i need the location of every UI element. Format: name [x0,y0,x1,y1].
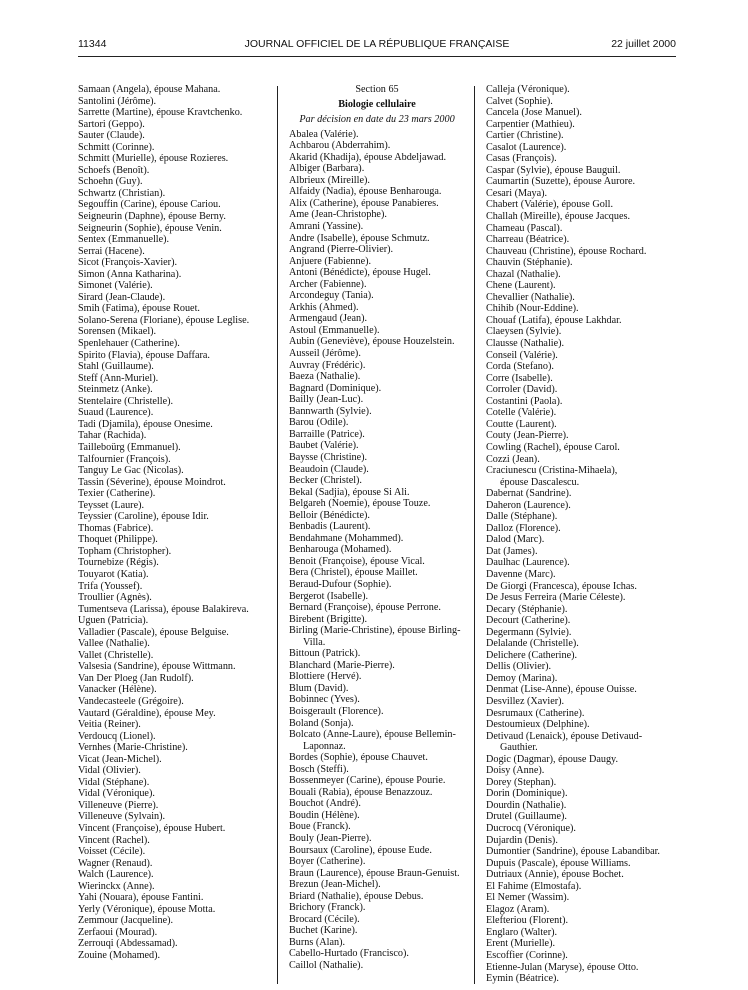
list-item: Bannwarth (Sylvie). [289,405,372,417]
list-item: Anjuere (Fabienne). [289,255,372,267]
list-item: Cozzi (Jean). [486,453,540,465]
list-item: Boue (Franck). [289,821,351,833]
list-item: Ausseil (Jérôme). [289,348,361,360]
list-item: Delalande (Christelle). [486,638,579,650]
journal-title: JOURNAL OFFICIEL DE LA RÉPUBLIQUE FRANÇAISE [244,38,510,50]
list-item: Villeneuve (Pierre). [78,799,159,811]
list-item: Dujardin (Denis). [486,834,558,846]
list-item: Dupuis (Pascale), épouse Williams. [486,857,631,869]
list-item: Trifa (Youssef). [78,580,143,592]
list-item: Aubin (Geneviève), épouse Houzelstein. [289,336,455,348]
list-item: Dourdin (Nathalie). [486,799,567,811]
list-item: Walch (Laurence). [78,869,154,881]
list-item: Corroler (David). [486,384,558,396]
list-item: Escoffier (Corinne). [486,950,568,962]
list-item: Bobinnec (Yves). [289,694,360,706]
list-item: Vincent (Rachel). [78,834,150,846]
column-3 [486,84,682,985]
list-item: Degermann (Sylvie). [486,626,572,638]
list-item: Villa. [303,636,326,648]
list-item: Amrani (Yassine). [289,221,364,233]
list-item: Serrai (Hacene). [78,245,145,257]
list-item: Ame (Jean-Christophe). [289,209,387,221]
list-item: Dorey (Stephan). [486,776,557,788]
list-item: Briard (Nathalie), épouse Debus. [289,890,424,902]
list-item: Auvray (Frédéric). [289,359,366,371]
list-item: Veitia (Reiner). [78,719,141,731]
list-item: Beraud-Dufour (Sophie). [289,578,392,590]
list-item: Etienne-Julan (Maryse), épouse Otto. [486,961,639,973]
list-item: Sirard (Jean-Claude). [78,291,166,303]
list-item: Carpentier (Mathieu). [486,118,575,130]
list-item: Caillol (Nathalie). [289,960,364,972]
list-item: Santolini (Jérôme). [78,95,157,107]
list-item: Achbarou (Abderrahim). [289,140,391,152]
list-item: Ducrocq (Véronique). [486,823,576,834]
list-item: Calleja (Véronique). [486,84,570,95]
list-item: Elagoz (Aram). [486,903,550,915]
list-item: Vanacker (Hélène). [78,684,157,696]
list-item: Albrieux (Mireille). [289,174,370,186]
list-item: Sartori (Geppo). [78,118,145,130]
list-item: Beaudoin (Claude). [289,463,369,475]
list-item: Belgareh (Noemie), épouse Touze. [289,498,431,510]
list-item: De Giorgi (Francesca), épouse Ichas. [486,580,637,592]
list-item: Barou (Odile). [289,417,349,429]
list-item: Vidal (Olivier). [78,765,141,777]
list-item: Desrumaux (Catherine). [486,707,585,719]
list-item: Sentex (Emmanuelle). [78,234,170,246]
list-item: Davenne (Marc). [486,568,556,580]
list-item: Zouine (Mohamed). [78,950,161,962]
list-item: Talfournier (François). [78,453,171,465]
list-item: Bagnard (Dominique). [289,382,382,394]
issue-date: 22 juillet 2000 [611,38,676,50]
list-item: Baysse (Christine). [289,451,368,463]
list-item: Englaro (Walter). [486,926,558,938]
list-item: Topham (Christopher). [78,545,172,557]
list-item: Vallet (Christelle). [78,649,154,661]
list-item: Bordes (Sophie), épouse Chauvet. [289,752,428,764]
list-item: Arkhis (Ahmed). [289,301,359,313]
list-item: Dellis (Olivier). [486,661,552,673]
column-separator [277,86,278,984]
list-item: Barraille (Patrice). [289,428,365,440]
list-item: Daulhac (Laurence). [486,557,570,569]
list-item: Dalod (Marc). [486,534,545,546]
list-item: Boisgerault (Florence). [289,705,384,717]
list-item: Chameau (Pascal). [486,222,563,234]
list-item: Calvet (Sophie). [486,95,553,107]
list-item: Simon (Anna Katharina). [78,268,182,280]
list-item: Laponnaz. [303,740,346,752]
list-item: Baeza (Nathalie). [289,371,361,383]
list-item: Cesari (Maya). [486,187,548,199]
list-item: Costantini (Paola). [486,395,563,407]
list-item: Conseil (Valérie). [486,349,558,361]
list-item: Zemmour (Jacqueline). [78,915,174,927]
list-item: Bekal (Sadjia), épouse Si Ali. [289,486,410,498]
list-item: Boudin (Hélène). [289,809,360,821]
list-item: Wierinckx (Anne). [78,880,155,892]
list-item: Corda (Stefano). [486,361,554,373]
list-item: Steff (Ann-Muriel). [78,372,159,384]
list-item: Schmitt (Murielle), épouse Rozieres. [78,153,229,165]
list-item: Elefteriou (Florent). [486,915,569,927]
list-item: Stahl (Guillaume). [78,361,154,373]
list-item: Dumontier (Sandrine), épouse Labandibar. [486,846,660,858]
list-item: Casalot (Laurence). [486,141,567,153]
list-item: Armengaud (Jean). [289,313,368,325]
list-item: Cartier (Christine). [486,130,564,142]
list-item: Boland (Sonja). [289,717,354,729]
list-item: Brichory (Franck). [289,902,366,914]
list-item: Spenlehauer (Catherine). [78,338,180,350]
list-item: Bossenmeyer (Carine), épouse Pourie. [289,775,446,787]
list-item: Demoy (Marina). [486,672,558,684]
list-item: Segouffin (Carine), épouse Cariou. [78,199,221,211]
list-item: Archer (Fabienne). [289,278,367,290]
list-item: Bosch (Steffi). [289,763,349,775]
list-item: Becker (Christel). [289,475,362,487]
page-header [78,38,676,54]
list-item: Teyssier (Caroline), épouse Idir. [78,511,209,523]
list-item: Tahar (Rachida). [78,430,147,442]
list-item: Chouaf (Latifa), épouse Lakhdar. [486,314,622,326]
list-item: Vernhes (Marie-Christine). [78,742,188,754]
list-item: Belloir (Bénédicte). [289,509,370,521]
list-item: Daheron (Laurence). [486,499,571,511]
list-item: Chihib (Nour-Eddine). [486,303,579,315]
list-item: Boursaux (Caroline), épouse Eude. [289,844,432,856]
list-item: Decary (Stéphanie). [486,603,568,615]
list-item: Dorin (Dominique). [486,788,568,800]
list-item: Uguen (Patricia). [78,615,149,627]
list-item: Drutel (Guillaume). [486,811,567,823]
list-item: Angrand (Pierre-Olivier). [289,244,394,256]
list-item: Stentelaire (Christelle). [78,395,174,407]
list-item: Cancela (Jose Manuel). [486,107,582,119]
list-item: Dogic (Dagmar), épouse Daugy. [486,753,619,765]
list-item: Akarid (Khadija), épouse Abdeljawad. [289,151,447,163]
list-item: Valsesia (Sandrine), épouse Wittmann. [78,661,236,673]
list-item: Vidal (Véronique). [78,788,155,800]
list-item: Buchet (Karine). [289,925,358,937]
list-item: Samaan (Angela), épouse Mahana. [78,84,221,95]
list-item: Cabello-Hurtado (Francisco). [289,948,409,960]
list-item: Bendahmane (Mohammed). [289,532,404,544]
list-item: Tailleboürg (Emmanuel). [78,441,181,453]
list-item: Casas (François). [486,153,557,165]
list-item: Decourt (Catherine). [486,615,571,627]
list-item: Bailly (Jean-Luc). [289,394,364,406]
list-item: Brezun (Jean-Michel). [289,879,381,891]
list-item: Braun (Laurence), épouse Braun-Genuist. [289,867,460,879]
list-item: Cowling (Rachel), épouse Carol. [486,441,620,453]
list-item: Burns (Alan). [289,936,346,948]
list-item: Tassin (Séverine), épouse Moindrot. [78,476,226,488]
list-item: Bolcato (Anne-Laure), épouse Bellemin- [289,729,456,741]
list-item: Texier (Catherine). [78,488,156,500]
list-item: De Jesus Ferreira (Marie Céleste). [486,592,626,604]
list-item: Dutriaux (Annie), épouse Bochet. [486,869,624,881]
list-item: Seigneurin (Daphne), épouse Berny. [78,211,226,223]
list-item: Chene (Laurent). [486,280,556,292]
header-rule [78,56,676,57]
column-2-list [289,129,465,972]
list-item: Schmitt (Corinne). [78,141,155,153]
list-item: Tanguy Le Gac (Nicolas). [78,465,184,477]
list-item: Seigneurin (Sophie), épouse Venin. [78,222,222,234]
list-item: Delichere (Catherine). [486,649,578,661]
list-item: Blottiere (Hervé). [289,671,362,683]
list-item: Yerly (Véronique), épouse Motta. [78,903,216,915]
list-item: Tumentseva (Larissa), épouse Balakireva. [78,603,249,615]
list-item: Bergerot (Isabelle). [289,590,369,602]
list-item: Blanchard (Marie-Pierre). [289,659,395,671]
list-item: Tadi (Djamila), épouse Onesime. [78,418,213,430]
list-item: Troullier (Agnès). [78,592,152,604]
column-separator [474,86,475,984]
list-item: Challah (Mireille), épouse Jacques. [486,211,630,223]
list-item: Benbadis (Laurent). [289,521,371,533]
list-item: Verdoucq (Lionel). [78,730,156,742]
list-item: Denmat (Lise-Anne), épouse Ouisse. [486,684,637,696]
column-1 [78,84,268,962]
page-number: 11344 [78,38,107,50]
list-item: Vincent (Françoise), épouse Hubert. [78,823,226,834]
list-item: Andre (Isabelle), épouse Schmutz. [289,232,430,244]
list-item: El Nemer (Wassim). [486,892,570,904]
list-item: Chazal (Nathalie). [486,268,561,280]
list-item: Sorensen (Mikael). [78,326,157,338]
list-item: Thoquet (Philippe). [78,534,158,546]
list-item: Villeneuve (Sylvain). [78,811,166,823]
list-item: Vandecasteele (Grégoire). [78,695,184,707]
list-item: Arcondeguy (Tania). [289,290,374,302]
list-item: Caspar (Sylvie), épouse Bauguil. [486,164,621,176]
list-item: Corre (Isabelle). [486,372,553,384]
list-item: Doisy (Anne). [486,765,545,777]
list-item: Detivaud (Lenaick), épouse Detivaud- [486,730,643,742]
list-item: Teysset (Laure). [78,499,145,511]
list-item: Erent (Murielle). [486,938,556,950]
list-item: Tournebize (Régis). [78,557,159,569]
list-item: Simonet (Valérie). [78,280,153,292]
list-item: Astoul (Emmanuelle). [289,324,380,336]
list-item: Chauvin (Stéphanie). [486,257,573,269]
list-item: Bera (Christel), épouse Maillet. [289,567,418,579]
list-item: Coutte (Laurent). [486,418,557,430]
list-item: Bernard (Françoise), épouse Perrone. [289,602,441,614]
list-item: Bouchot (André). [289,798,361,810]
list-item: Brocard (Cécile). [289,913,360,925]
list-item: Caumartin (Suzette), épouse Aurore. [486,176,636,188]
list-item: Solano-Serena (Floriane), épouse Leglise. [78,314,250,326]
list-item: Alfaidy (Nadia), épouse Benharouga. [289,186,442,198]
section-title: Biologie cellulaire [338,98,416,110]
list-item: Benoit (Françoise), épouse Vical. [289,555,425,567]
list-item: Sicot (François-Xavier). [78,257,178,269]
list-item: Schoehn (Guy). [78,176,143,188]
list-item: Baubet (Valérie). [289,440,359,452]
list-item: Desvillez (Xavier). [486,695,565,707]
list-item: Antoni (Bénédicte), épouse Hugel. [289,267,431,279]
list-item: Abalea (Valérie). [289,128,359,140]
list-item: Alix (Catherine), épouse Panabieres. [289,197,439,209]
list-item: Smih (Fatima), épouse Rouet. [78,303,200,315]
list-item: Vautard (Géraldine), épouse Mey. [78,707,216,719]
section-decision: Par décision en date du 23 mars 2000 [299,114,455,126]
list-item: Charreau (Béatrice). [486,234,570,246]
list-item: Van Der Ploeg (Jan Rudolf). [78,672,194,684]
list-item: Sauter (Claude). [78,130,145,142]
list-item: Craciunescu (Cristina-Mihaela), [486,465,618,477]
list-item: Eymin (Béatrice). [486,973,559,985]
list-item: Couty (Jean-Pierre). [486,430,569,442]
list-item: Bouly (Jean-Pierre). [289,833,372,844]
list-item: Benharouga (Mohamed). [289,544,392,556]
list-item: Schwartz (Christian). [78,187,166,199]
list-item: Cotelle (Valérie). [486,407,557,419]
list-item: Vallee (Nathalie). [78,638,150,650]
list-item: El Fahime (Elmostafa). [486,880,582,892]
list-item: Gauthier. [500,742,538,754]
list-item: Valladier (Pascale), épouse Belguise. [78,626,229,638]
list-item: Chevallier (Nathalie). [486,291,575,303]
list-item: Destoumieux (Delphine). [486,719,590,731]
list-item: épouse Dascalescu. [500,476,580,488]
list-item: Wagner (Renaud). [78,857,153,869]
list-item: Birling (Marie-Christine), épouse Birling- [289,625,461,637]
list-item: Blum (David). [289,682,349,694]
list-item: Yahi (Nouara), épouse Fantini. [78,892,204,904]
list-item: Sarrette (Martine), épouse Kravtchenko. [78,107,243,119]
list-item: Clausse (Nathalie). [486,338,565,350]
list-item: Schoefs (Benoît). [78,164,150,176]
list-item: Dalloz (Florence). [486,522,561,534]
section-number: Section 65 [355,84,399,95]
list-item: Zerrouqi (Abdessamad). [78,938,178,950]
list-item: Birebent (Brigitte). [289,613,368,625]
list-item: Suaud (Laurence). [78,407,154,419]
list-item: Thomas (Fabrice). [78,522,154,534]
list-item: Vidal (Stéphane). [78,776,150,788]
column-2 [289,84,465,972]
list-item: Chabert (Valérie), épouse Goll. [486,199,614,211]
list-item: Albiger (Barbara). [289,163,365,175]
list-item: Boyer (Catherine). [289,856,366,868]
list-item: Vicat (Jean-Michel). [78,753,162,765]
list-item: Dalle (Stéphane). [486,511,558,523]
list-item: Chauveau (Christine), épouse Rochard. [486,245,647,257]
list-item: Dabernat (Sandrine). [486,488,572,500]
list-item: Voisset (Cécile). [78,846,146,858]
list-item: Steinmetz (Anke). [78,384,153,396]
list-item: Claeysen (Sylvie). [486,326,562,338]
list-item: Dat (James). [486,545,538,557]
list-item: Bittoun (Patrick). [289,648,361,660]
list-item: Zerfaoui (Mourad). [78,926,158,938]
list-item: Touyarot (Katia). [78,568,149,580]
list-item: Bouali (Rabia), épouse Benazzouz. [289,786,433,798]
list-item: Spirito (Flavia), épouse Daffara. [78,349,210,361]
